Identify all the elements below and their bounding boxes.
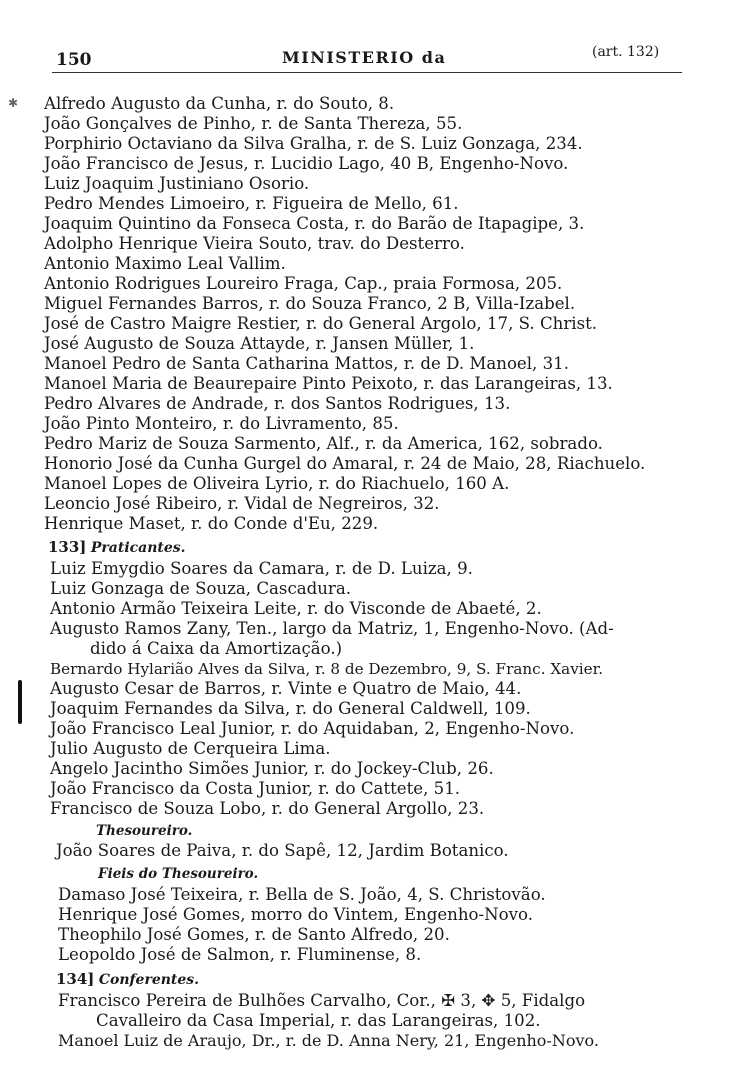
list-item: Damaso José Teixeira, r. Bella de S. João, 4, S. Christovão. bbox=[58, 885, 546, 904]
list-item: Miguel Fernandes Barros, r. do Souza Franco, 2 B, Villa-Izabel. bbox=[44, 294, 576, 313]
header-rule bbox=[52, 72, 682, 73]
list-item: Luiz Joaquim Justiniano Osorio. bbox=[44, 174, 310, 193]
list-item: Adolpho Henrique Vieira Souto, trav. do Desterro. bbox=[44, 234, 465, 253]
list-item: Porphirio Octaviano da Silva Gralha, r. de S. Luiz Gonzaga, 234. bbox=[44, 134, 583, 153]
list-item: Luiz Gonzaga de Souza, Cascadura. bbox=[50, 579, 352, 598]
list-item: Leoncio José Ribeiro, r. Vidal de Negreiros, 32. bbox=[44, 494, 440, 513]
list-item: Francisco Pereira de Bulhões Carvalho, Cor., ✠ 3, ✥ 5, Fidalgo bbox=[58, 991, 586, 1010]
list-item: Julio Augusto de Cerqueira Lima. bbox=[50, 739, 331, 758]
page-header bbox=[0, 44, 746, 74]
section-number: 133] bbox=[48, 538, 87, 556]
subsection-title-thesoureiro: Thesoureiro. bbox=[96, 823, 193, 839]
list-item: Leopoldo José de Salmon, r. Fluminense, 8. bbox=[58, 945, 422, 964]
list-item: Joaquim Quintino da Fonseca Costa, r. do Barão de Itapagipe, 3. bbox=[44, 214, 585, 233]
list-item: Henrique José Gomes, morro do Vintem, Engenho-Novo. bbox=[58, 905, 534, 924]
list-item: Joaquim Fernandes da Silva, r. do General Caldwell, 109. bbox=[50, 699, 531, 718]
list-item: Manoel Maria de Beaurepaire Pinto Peixoto, r. das Larangeiras, 13. bbox=[44, 374, 613, 393]
print-mark: ✱ bbox=[8, 96, 19, 110]
list-item: Pedro Alvares de Andrade, r. dos Santos Rodrigues, 13. bbox=[44, 394, 511, 413]
list-item: Henrique Maset, r. do Conde d'Eu, 229. bbox=[44, 514, 379, 533]
section-title: Praticantes. bbox=[90, 540, 186, 556]
list-item: Bernardo Hylarião Alves da Silva, r. 8 de Dezembro, 9, S. Franc. Xavier. bbox=[50, 660, 604, 678]
list-item: Antonio Rodrigues Loureiro Fraga, Cap., praia Formosa, 205. bbox=[44, 274, 563, 293]
list-item-continuation: Cavalleiro da Casa Imperial, r. das Larangeiras, 102. bbox=[96, 1011, 541, 1030]
list-item: Antonio Maximo Leal Vallim. bbox=[44, 254, 286, 273]
list-item: Pedro Mariz de Souza Sarmento, Alf., r. da America, 162, sobrado. bbox=[44, 434, 603, 453]
list-item: Honorio José da Cunha Gurgel do Amaral, r. 24 de Maio, 28, Riachuelo. bbox=[44, 454, 646, 473]
list-item: João Francisco Leal Junior, r. do Aquidaban, 2, Engenho-Novo. bbox=[50, 719, 575, 738]
list-item: José Augusto de Souza Attayde, r. Jansen Müller, 1. bbox=[44, 334, 475, 353]
list-item: Theophilo José Gomes, r. de Santo Alfredo, 20. bbox=[58, 925, 450, 944]
list-item: Luiz Emygdio Soares da Camara, r. de D. Luiza, 9. bbox=[50, 559, 473, 578]
list-item: Augusto Cesar de Barros, r. Vinte e Quatro de Maio, 44. bbox=[50, 679, 522, 698]
list-item: Pedro Mendes Limoeiro, r. Figueira de Mello, 61. bbox=[44, 194, 459, 213]
page-number: 150 bbox=[56, 50, 92, 70]
list-item: Angelo Jacintho Simões Junior, r. do Jockey-Club, 26. bbox=[50, 759, 494, 778]
list-item: João Pinto Monteiro, r. do Livramento, 85. bbox=[44, 414, 399, 433]
list-item: João Francisco de Jesus, r. Lucidio Lago, 40 B, Engenho-Novo. bbox=[44, 154, 569, 173]
list-item: João Gonçalves de Pinho, r. de Santa Therezа, 55. bbox=[44, 114, 463, 133]
section-reference: (art. 132) bbox=[592, 44, 660, 60]
list-item: Antonio Armão Teixeira Leite, r. do Visconde de Abaeté, 2. bbox=[50, 599, 542, 618]
subsection-title-fieis: Fieis do Thesoureiro. bbox=[98, 866, 259, 882]
section-title: Conferentes. bbox=[98, 972, 200, 988]
section-heading-134 bbox=[56, 970, 199, 989]
list-item-continuation: dido á Caixa da Amortização.) bbox=[90, 639, 343, 658]
margin-ink-mark bbox=[18, 680, 22, 724]
list-item: João Francisco da Costa Junior, r. do Cattete, 51. bbox=[50, 779, 461, 798]
list-item: Augusto Ramos Zany, Ten., largo da Matriz, 1, Engenho-Novo. (Ad- bbox=[50, 619, 614, 638]
list-item: Manoel Pedro de Santa Catharina Mattos, r. de D. Manoel, 31. bbox=[44, 354, 569, 373]
running-head: MINISTERIO da bbox=[282, 48, 447, 67]
list-item: Manoel Luiz de Araujo, Dr., r. de D. Anna Nery, 21, Engenho-Novo. bbox=[58, 1031, 599, 1050]
list-item: João Soares de Paiva, r. do Sapê, 12, Jardim Botanico. bbox=[56, 841, 509, 860]
list-item: José de Castro Maigre Restier, r. do General Argolo, 17, S. Christ. bbox=[44, 314, 598, 333]
section-number: 134] bbox=[56, 970, 95, 988]
list-item: Manoel Lopes de Oliveira Lyrio, r. do Riachuelo, 160 A. bbox=[44, 474, 510, 493]
section-heading-133 bbox=[48, 538, 186, 557]
list-item: Francisco de Souza Lobo, r. do General Argollo, 23. bbox=[50, 799, 485, 818]
list-item: Alfredo Augusto da Cunha, r. do Souto, 8. bbox=[44, 94, 395, 113]
